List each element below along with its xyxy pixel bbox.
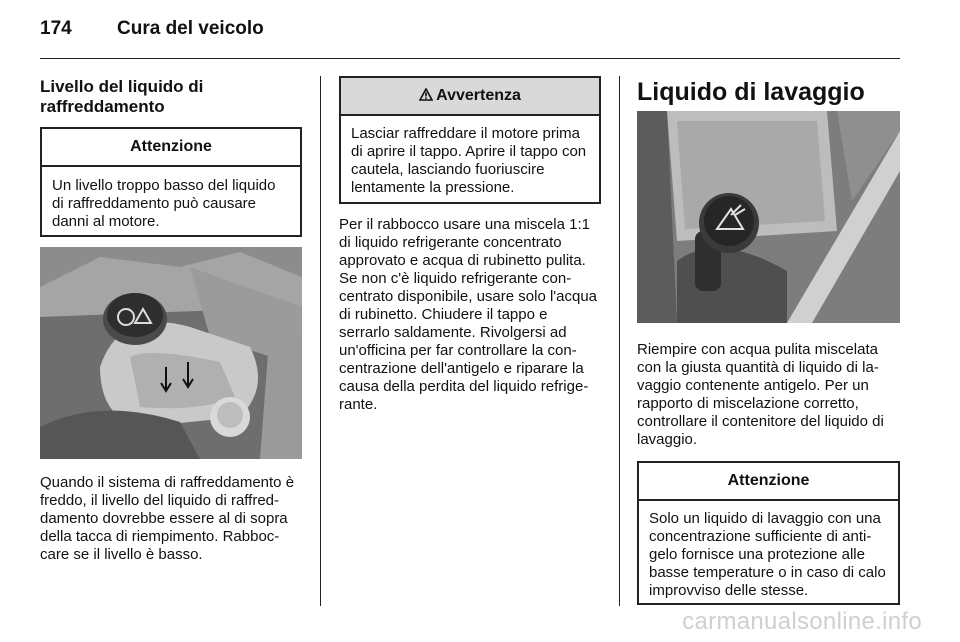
watermark: carmanualsonline.info (682, 608, 922, 635)
middle-column (339, 76, 601, 414)
washer-reservoir-photo (637, 111, 900, 323)
page-header-title: Cura del veicolo (117, 18, 264, 39)
column-divider-2 (619, 76, 620, 606)
warning-header (341, 78, 599, 116)
warning-triangle-icon (419, 88, 433, 101)
coolant-paragraph: Quando il sistema di raffreddamento è freddo, il livello del liquido di raffreddamento dovrebbe essere al di sopra della tacca di riempimento. Rabboccare se il livello è basso. (40, 474, 295, 563)
washer-reservoir-illustration (637, 111, 900, 323)
attention-box-washer (637, 461, 900, 605)
attention-text: Un livello troppo basso del liquido di raffreddamento può causare danni al motore. (52, 177, 276, 230)
attention-title: Attenzione (42, 129, 300, 167)
washer-paragraph: Riempire con acqua pulita miscelata con la giusta quantità di liquido di lavaggio contenente antigelo. Per un rapporto di miscelazione corretto, controllare il contenitore del liquido di lavaggio. (637, 341, 884, 448)
attention-text-washer: Solo un liquido di lavaggio con una concentrazione sufficiente di antigelo fornisce una protezione alle basse temperature o in caso di calo improvviso delle stesse. (649, 510, 886, 599)
coolant-reservoir-photo (40, 247, 302, 459)
warning-box (339, 76, 601, 204)
attention-title-washer: Attenzione (639, 463, 898, 501)
refill-paragraph: Per il rabbocco usare una miscela 1:1 di liquido refrigerante concentrato approvato e acqua di rubinetto pulita. Se non c'è liquido refrigerante concentrato disponibile, usare solo l'acqua di rubinetto. Chiudere il tappo e serrarlo saldamente. Rivolgersi ad un'officina per far controllare la concentrazione dell'antigelo e riparare la causa della perdita del liquido refrigerante. (339, 216, 598, 413)
header-divider (40, 58, 900, 59)
warning-text: Lasciar raffreddare il motore prima di aprire il tappo. Aprire il tappo con cautela, lasciando fuoriuscire lentamente la pressione. (351, 125, 587, 196)
attention-box-coolant (40, 127, 302, 237)
warning-title: Avvertenza (436, 87, 521, 104)
coolant-heading: Livello del liquido di raffreddamento (40, 77, 204, 116)
coolant-reservoir-illustration (40, 247, 302, 459)
column-divider-1 (320, 76, 321, 606)
page-number: 174 (40, 18, 72, 39)
left-column (40, 77, 302, 564)
right-column (637, 78, 900, 605)
washer-fluid-heading: Liquido di lavaggio (637, 78, 865, 106)
